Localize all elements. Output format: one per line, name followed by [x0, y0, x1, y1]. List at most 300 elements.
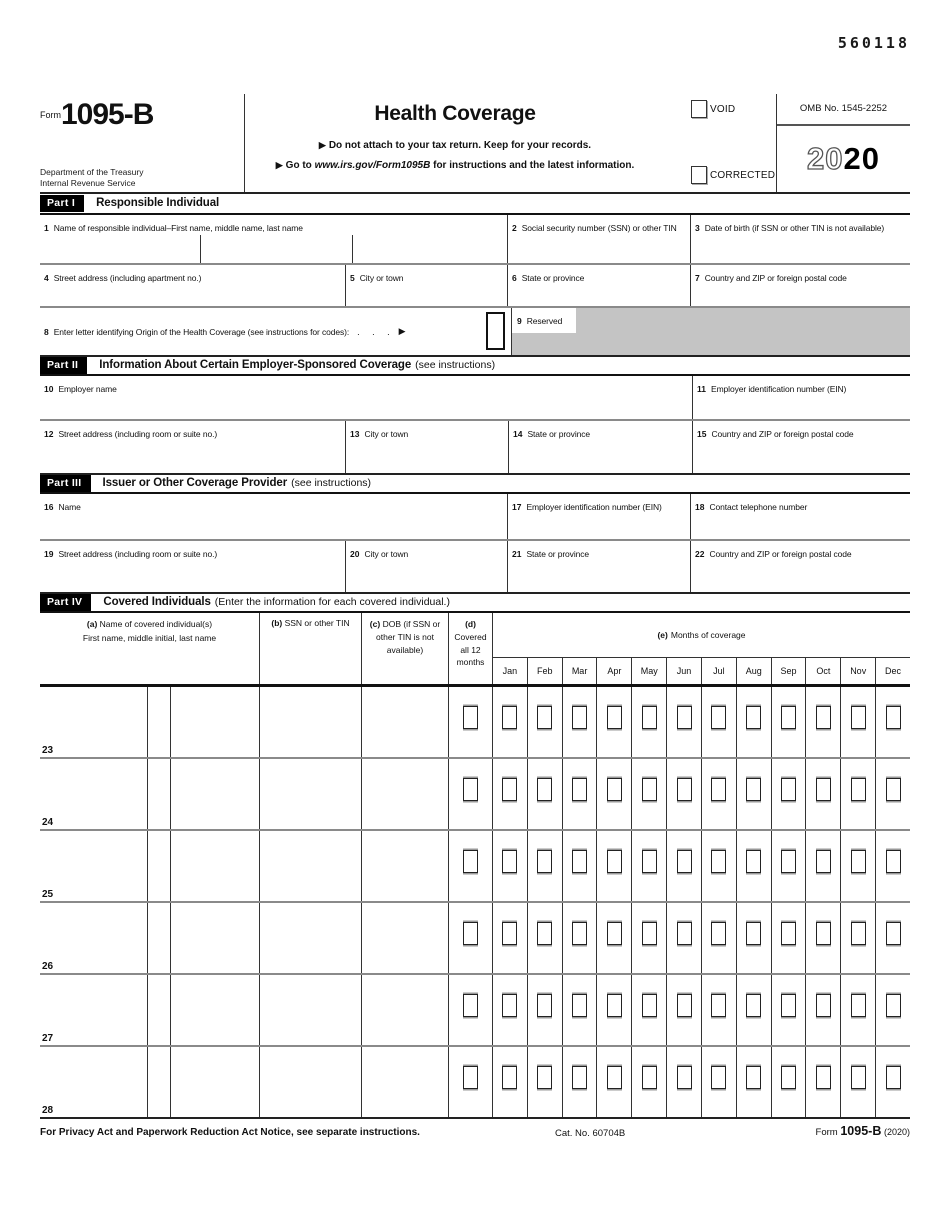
field-15-country-zip[interactable]: [692, 421, 910, 473]
cell-month-sep: [771, 687, 806, 757]
checkbox-all-12-months[interactable]: [463, 706, 478, 729]
checkbox-month-jan[interactable]: [502, 778, 517, 801]
checkbox-month-nov[interactable]: [851, 850, 866, 873]
cell-month-feb: [527, 903, 562, 973]
form-identity-block: [40, 94, 245, 192]
cell-first-name[interactable]: [40, 975, 147, 1045]
cell-month-apr: [596, 975, 631, 1045]
field-9-reserved-area: [512, 308, 910, 355]
checkbox-month-sep[interactable]: [781, 850, 796, 873]
cell-month-jan: [493, 975, 527, 1045]
field-19-street[interactable]: [40, 541, 345, 592]
cell-month-sep: [771, 759, 806, 829]
checkbox-month-may[interactable]: [642, 706, 657, 729]
checkbox-month-oct[interactable]: [816, 922, 831, 945]
cell-dob[interactable]: [361, 903, 448, 973]
cell-month-feb: [527, 831, 562, 901]
cell-last-name[interactable]: [171, 1047, 259, 1117]
field-3-dob[interactable]: [690, 215, 910, 263]
page-title: Health Coverage: [374, 102, 536, 125]
cell-ssn-or-tin[interactable]: [259, 831, 361, 901]
privacy-act-notice: For Privacy Act and Paperwork Reduction Act Notice, see separate instructions.: [40, 1127, 420, 1138]
column-a-header: [40, 613, 259, 684]
cell-month-sep: [771, 1047, 806, 1117]
cell-month-jul: [701, 903, 736, 973]
checkbox-month-sep[interactable]: [781, 922, 796, 945]
field-12-street[interactable]: [40, 421, 345, 473]
checkbox-month-sep[interactable]: [781, 706, 796, 729]
cell-month-jan: [493, 831, 527, 901]
checkbox-month-mar[interactable]: [572, 850, 587, 873]
cell-first-name[interactable]: [40, 903, 147, 973]
field-number: 1: [44, 223, 49, 233]
checkbox-month-dec[interactable]: [886, 1066, 901, 1089]
field-number: 12: [44, 429, 54, 439]
checkbox-month-aug[interactable]: [746, 850, 761, 873]
checkbox-month-nov[interactable]: [851, 706, 866, 729]
part3-subtitle: (see instructions): [291, 477, 372, 489]
part4-badge: Part IV: [40, 594, 91, 611]
column-d-label: Covered all 12 months: [454, 631, 487, 668]
field-number: 5: [350, 273, 355, 283]
field-label: Employer identification number (EIN): [711, 384, 847, 394]
cell-month-mar: [562, 759, 597, 829]
checkbox-all-12-months[interactable]: [463, 922, 478, 945]
instruction-2-prefix: Go to: [285, 160, 315, 171]
cell-ssn-or-tin[interactable]: [259, 975, 361, 1045]
cell-ssn-or-tin[interactable]: [259, 1047, 361, 1117]
month-cells: [492, 1047, 910, 1117]
cell-month-apr: [596, 759, 631, 829]
cell-month-jul: [701, 831, 736, 901]
footer-form-word: Form: [815, 1127, 838, 1138]
row-number: 26: [42, 961, 54, 972]
part3-row-address: [40, 541, 910, 592]
checkbox-all-12-months[interactable]: [463, 850, 478, 873]
instruction-line-2: [245, 160, 665, 171]
void-row: [691, 100, 776, 118]
field-14-state[interactable]: [508, 421, 692, 473]
month-header-sep: Sep: [771, 658, 806, 684]
cell-month-may: [631, 903, 666, 973]
month-header-mar: Mar: [562, 658, 597, 684]
cell-month-nov: [840, 975, 875, 1045]
checkbox-month-feb[interactable]: [537, 850, 552, 873]
part3-row-issuer: [40, 494, 910, 541]
field-label: Country and ZIP or foreign postal code: [709, 549, 852, 559]
checkbox-month-oct[interactable]: [816, 994, 831, 1017]
field-17-ein[interactable]: [507, 494, 690, 539]
field-22-country-zip[interactable]: [690, 541, 910, 592]
field-label: City or town: [364, 429, 409, 439]
tax-year: [777, 126, 910, 192]
cell-middle-initial[interactable]: [147, 903, 171, 973]
part1-header: [40, 194, 910, 215]
column-e-label: Months of coverage: [670, 630, 746, 640]
checkbox-month-apr[interactable]: [607, 922, 622, 945]
cell-month-feb: [527, 687, 562, 757]
field-label: Social security number (SSN) or other TIN: [521, 223, 677, 233]
catalog-number: Cat. No. 60704B: [555, 1128, 626, 1139]
part3-badge: Part III: [40, 475, 91, 492]
cell-month-may: [631, 687, 666, 757]
checkbox-all-12-months[interactable]: [463, 1066, 478, 1089]
void-label: VOID: [710, 103, 736, 115]
form-title-block: [245, 94, 665, 192]
checkbox-month-jan[interactable]: [502, 994, 517, 1017]
cell-month-jul: [701, 687, 736, 757]
cell-covered-all-12-months: [448, 831, 492, 901]
field-18-phone[interactable]: [690, 494, 910, 539]
field-13-city[interactable]: [345, 421, 508, 473]
covered-rows: [40, 687, 910, 1119]
checkbox-month-aug[interactable]: [746, 778, 761, 801]
checkbox-month-feb[interactable]: [537, 778, 552, 801]
field-number: 18: [695, 502, 705, 512]
checkbox-month-dec[interactable]: [886, 994, 901, 1017]
corrected-label: CORRECTED: [710, 169, 776, 181]
checkbox-month-jun[interactable]: [677, 850, 692, 873]
cell-month-apr: [596, 903, 631, 973]
cell-last-name[interactable]: [171, 759, 259, 829]
cell-month-nov: [840, 831, 875, 901]
checkbox-month-jun[interactable]: [677, 778, 692, 801]
cell-month-jun: [666, 975, 701, 1045]
instruction-line-1: [245, 140, 665, 151]
cell-month-oct: [805, 1047, 840, 1117]
field-number: 9: [517, 316, 522, 326]
corrected-row: [691, 166, 776, 184]
checkbox-month-apr[interactable]: [607, 994, 622, 1017]
checkbox-month-oct[interactable]: [816, 778, 831, 801]
cell-month-oct: [805, 759, 840, 829]
part3-header: [40, 473, 910, 494]
cell-month-feb: [527, 975, 562, 1045]
cell-month-jun: [666, 687, 701, 757]
covered-individual-row: [40, 1047, 910, 1119]
cell-middle-initial[interactable]: [147, 831, 171, 901]
field-label: City or town: [364, 549, 409, 559]
cell-dob[interactable]: [361, 831, 448, 901]
checkbox-month-aug[interactable]: [746, 994, 761, 1017]
part2-title: Information About Certain Employer-Sponsored Coverage: [99, 359, 412, 371]
field-number: 19: [44, 549, 54, 559]
field-21-state[interactable]: [507, 541, 690, 592]
checkbox-month-apr[interactable]: [607, 850, 622, 873]
month-header-may: May: [631, 658, 666, 684]
checkbox-month-oct[interactable]: [816, 706, 831, 729]
checkbox-month-mar[interactable]: [572, 706, 587, 729]
omb-number: OMB No. 1545-2252: [777, 94, 910, 126]
part2-badge: Part II: [40, 357, 87, 374]
checkbox-month-nov[interactable]: [851, 994, 866, 1017]
checkbox-month-dec[interactable]: [886, 778, 901, 801]
covered-individual-row: [40, 975, 910, 1047]
name-divider-tick: [352, 235, 353, 263]
field-label: State or province: [527, 429, 591, 439]
checkbox-month-jun[interactable]: [677, 1066, 692, 1089]
checkbox-month-jan[interactable]: [502, 706, 517, 729]
field-number: 8: [44, 326, 49, 337]
row-number: 24: [42, 817, 54, 828]
field-number: 3: [695, 223, 700, 233]
cell-last-name[interactable]: [171, 975, 259, 1045]
print-code: 560118: [837, 34, 910, 52]
cell-first-name[interactable]: [40, 831, 147, 901]
column-letter: (a): [86, 619, 98, 629]
field-4-street[interactable]: [40, 265, 345, 306]
row-number: 28: [42, 1105, 54, 1116]
cell-month-sep: [771, 975, 806, 1045]
cell-dob[interactable]: [361, 687, 448, 757]
cell-month-jan: [493, 759, 527, 829]
cell-month-jul: [701, 1047, 736, 1117]
agency-lines: [40, 167, 238, 189]
field-5-city[interactable]: [345, 265, 507, 306]
checkbox-month-sep[interactable]: [781, 778, 796, 801]
field-label: Country and ZIP or foreign postal code: [711, 429, 854, 439]
field-number: 17: [512, 502, 522, 512]
arrow-icon: ▶: [275, 160, 283, 170]
field-10-employer-name[interactable]: [40, 376, 692, 419]
checkbox-month-jan[interactable]: [502, 1066, 517, 1089]
checkbox-month-aug[interactable]: [746, 922, 761, 945]
checkbox-month-apr[interactable]: [607, 706, 622, 729]
checkbox-month-oct[interactable]: [816, 1066, 831, 1089]
month-header-jul: Jul: [701, 658, 736, 684]
cell-month-mar: [562, 687, 597, 757]
cell-month-nov: [840, 687, 875, 757]
cell-month-dec: [875, 687, 910, 757]
instruction-2-suffix: for instructions and the latest information.: [430, 160, 635, 171]
form-word-label: Form: [40, 110, 61, 120]
field-7-country-zip[interactable]: [690, 265, 910, 306]
checkbox-month-jul[interactable]: [711, 850, 726, 873]
cell-ssn-or-tin[interactable]: [259, 687, 361, 757]
cell-ssn-or-tin[interactable]: [259, 903, 361, 973]
checkbox-month-jul[interactable]: [711, 994, 726, 1017]
checkbox-month-apr[interactable]: [607, 1066, 622, 1089]
checkbox-month-jan[interactable]: [502, 850, 517, 873]
cell-month-jul: [701, 759, 736, 829]
part2-subtitle: (see instructions): [415, 359, 496, 371]
cell-middle-initial[interactable]: [147, 687, 171, 757]
cell-ssn-or-tin[interactable]: [259, 759, 361, 829]
cell-month-oct: [805, 831, 840, 901]
checkbox-month-jun[interactable]: [677, 706, 692, 729]
field-label: Enter letter identifying Origin of the Health Coverage (see instructions for codes):: [53, 326, 350, 337]
cell-month-jun: [666, 831, 701, 901]
cell-month-jan: [493, 1047, 527, 1117]
cell-month-dec: [875, 1047, 910, 1117]
column-d-header: [448, 613, 492, 684]
row-number: 27: [42, 1033, 54, 1044]
cell-middle-initial[interactable]: [147, 759, 171, 829]
form-number: 1095-B: [61, 98, 154, 131]
cell-month-aug: [736, 903, 771, 973]
cell-month-aug: [736, 1047, 771, 1117]
checkbox-month-mar[interactable]: [572, 1066, 587, 1089]
month-cells: [492, 975, 910, 1045]
checkbox-month-may[interactable]: [642, 778, 657, 801]
cell-first-name[interactable]: [40, 687, 147, 757]
checkbox-month-apr[interactable]: [607, 778, 622, 801]
checkbox-month-nov[interactable]: [851, 778, 866, 801]
covered-individual-row: [40, 759, 910, 831]
cell-month-jan: [493, 687, 527, 757]
checkbox-month-mar[interactable]: [572, 778, 587, 801]
cell-month-aug: [736, 975, 771, 1045]
field-label: Employer identification number (EIN): [526, 502, 662, 512]
checkbox-month-sep[interactable]: [781, 994, 796, 1017]
checkbox-month-may[interactable]: [642, 994, 657, 1017]
column-b-header: [259, 613, 361, 684]
cell-last-name[interactable]: [171, 831, 259, 901]
cell-month-dec: [875, 975, 910, 1045]
field-label: Date of birth (if SSN or other TIN is not available): [704, 223, 885, 233]
checkbox-month-jul[interactable]: [711, 1066, 726, 1089]
part4-subtitle: (Enter the information for each covered individual.): [214, 596, 450, 608]
part2-row-address: [40, 421, 910, 473]
month-header-nov: Nov: [840, 658, 875, 684]
checkbox-month-nov[interactable]: [851, 1066, 866, 1089]
checkbox-month-jul[interactable]: [711, 778, 726, 801]
cell-covered-all-12-months: [448, 687, 492, 757]
covered-individual-row: [40, 687, 910, 759]
part1-title: Responsible Individual: [96, 197, 220, 209]
cell-first-name[interactable]: [40, 759, 147, 829]
cell-month-sep: [771, 831, 806, 901]
part4-header: [40, 592, 910, 613]
field-label: City or town: [359, 273, 404, 283]
month-cells: [492, 831, 910, 901]
form-header: [40, 94, 910, 194]
field-6-state[interactable]: [507, 265, 690, 306]
checkbox-month-may[interactable]: [642, 850, 657, 873]
field-number: 20: [350, 549, 360, 559]
checkbox-month-nov[interactable]: [851, 922, 866, 945]
footer-form-year: (2020): [883, 1127, 910, 1137]
cell-covered-all-12-months: [448, 1047, 492, 1117]
cell-month-dec: [875, 831, 910, 901]
cell-month-jan: [493, 903, 527, 973]
arrow-icon: ▶: [398, 326, 406, 336]
cell-month-dec: [875, 903, 910, 973]
month-header-aug: Aug: [736, 658, 771, 684]
corrected-checkbox[interactable]: [691, 166, 707, 184]
cell-covered-all-12-months: [448, 759, 492, 829]
void-checkbox[interactable]: [691, 100, 707, 118]
checkbox-month-dec[interactable]: [886, 706, 901, 729]
column-letter: (d): [465, 619, 476, 629]
year-bold-digits: 20: [843, 141, 880, 176]
origin-code-entry-box[interactable]: [486, 312, 505, 350]
cell-middle-initial[interactable]: [147, 1047, 171, 1117]
checkbox-month-mar[interactable]: [572, 922, 587, 945]
checkbox-month-dec[interactable]: [886, 850, 901, 873]
field-number: 13: [350, 429, 360, 439]
field-label: Employer name: [58, 384, 117, 394]
agency-line-2: Internal Revenue Service: [40, 177, 136, 188]
omb-year-block: [776, 94, 910, 192]
checkbox-month-may[interactable]: [642, 1066, 657, 1089]
cell-first-name[interactable]: [40, 1047, 147, 1117]
field-16-name[interactable]: [40, 494, 507, 539]
cell-month-aug: [736, 759, 771, 829]
checkbox-month-jan[interactable]: [502, 922, 517, 945]
months-of-coverage-label: [493, 613, 910, 657]
part2-header: [40, 355, 910, 376]
cell-last-name[interactable]: [171, 903, 259, 973]
cell-month-mar: [562, 903, 597, 973]
field-label: State or province: [521, 273, 585, 283]
month-header-feb: Feb: [527, 658, 562, 684]
cell-last-name[interactable]: [171, 687, 259, 757]
checkbox-month-jul[interactable]: [711, 706, 726, 729]
field-number: 7: [695, 273, 700, 283]
checkbox-month-jun[interactable]: [677, 922, 692, 945]
checkbox-month-feb[interactable]: [537, 1066, 552, 1089]
checkbox-month-feb[interactable]: [537, 706, 552, 729]
field-number: 4: [44, 273, 49, 283]
cell-month-may: [631, 831, 666, 901]
field-2-ssn[interactable]: [507, 215, 690, 263]
checkbox-all-12-months[interactable]: [463, 778, 478, 801]
cell-dob[interactable]: [361, 1047, 448, 1117]
column-letter: (b): [271, 618, 283, 628]
checkbox-month-may[interactable]: [642, 922, 657, 945]
arrow-icon: ▶: [318, 140, 326, 150]
cell-dob[interactable]: [361, 759, 448, 829]
row-number: 23: [42, 745, 54, 756]
column-c-header: [361, 613, 448, 684]
checkbox-month-feb[interactable]: [537, 922, 552, 945]
cell-middle-initial[interactable]: [147, 975, 171, 1045]
checkbox-month-jun[interactable]: [677, 994, 692, 1017]
field-20-city[interactable]: [345, 541, 507, 592]
checkbox-month-feb[interactable]: [537, 994, 552, 1017]
part3-title: Issuer or Other Coverage Provider: [102, 477, 288, 489]
month-header-jan: Jan: [502, 666, 518, 676]
cell-dob[interactable]: [361, 975, 448, 1045]
checkbox-month-dec[interactable]: [886, 922, 901, 945]
field-1-responsible-name[interactable]: [40, 215, 507, 263]
cell-month-oct: [805, 975, 840, 1045]
checkbox-month-jul[interactable]: [711, 922, 726, 945]
checkbox-month-sep[interactable]: [781, 1066, 796, 1089]
field-number: 14: [513, 429, 523, 439]
column-a-line2: First name, middle initial, last name: [82, 632, 217, 643]
field-number: 22: [695, 549, 705, 559]
field-number: 2: [512, 223, 517, 233]
covered-individual-row: [40, 903, 910, 975]
part1-row-name: [40, 215, 910, 265]
checkbox-month-aug[interactable]: [746, 1066, 761, 1089]
checkbox-month-oct[interactable]: [816, 850, 831, 873]
field-9-reserved-label: [512, 308, 576, 333]
row-number: 25: [42, 889, 54, 900]
field-label: Street address (including room or suite no.): [58, 429, 218, 439]
field-11-ein[interactable]: [692, 376, 910, 419]
cell-month-jul: [701, 975, 736, 1045]
column-b-label: SSN or other TIN: [284, 618, 350, 628]
checkbox-all-12-months[interactable]: [463, 994, 478, 1017]
cell-month-may: [631, 759, 666, 829]
checkbox-month-mar[interactable]: [572, 994, 587, 1017]
checkbox-month-aug[interactable]: [746, 706, 761, 729]
cell-month-feb: [527, 1047, 562, 1117]
form-footer: [40, 1124, 910, 1146]
